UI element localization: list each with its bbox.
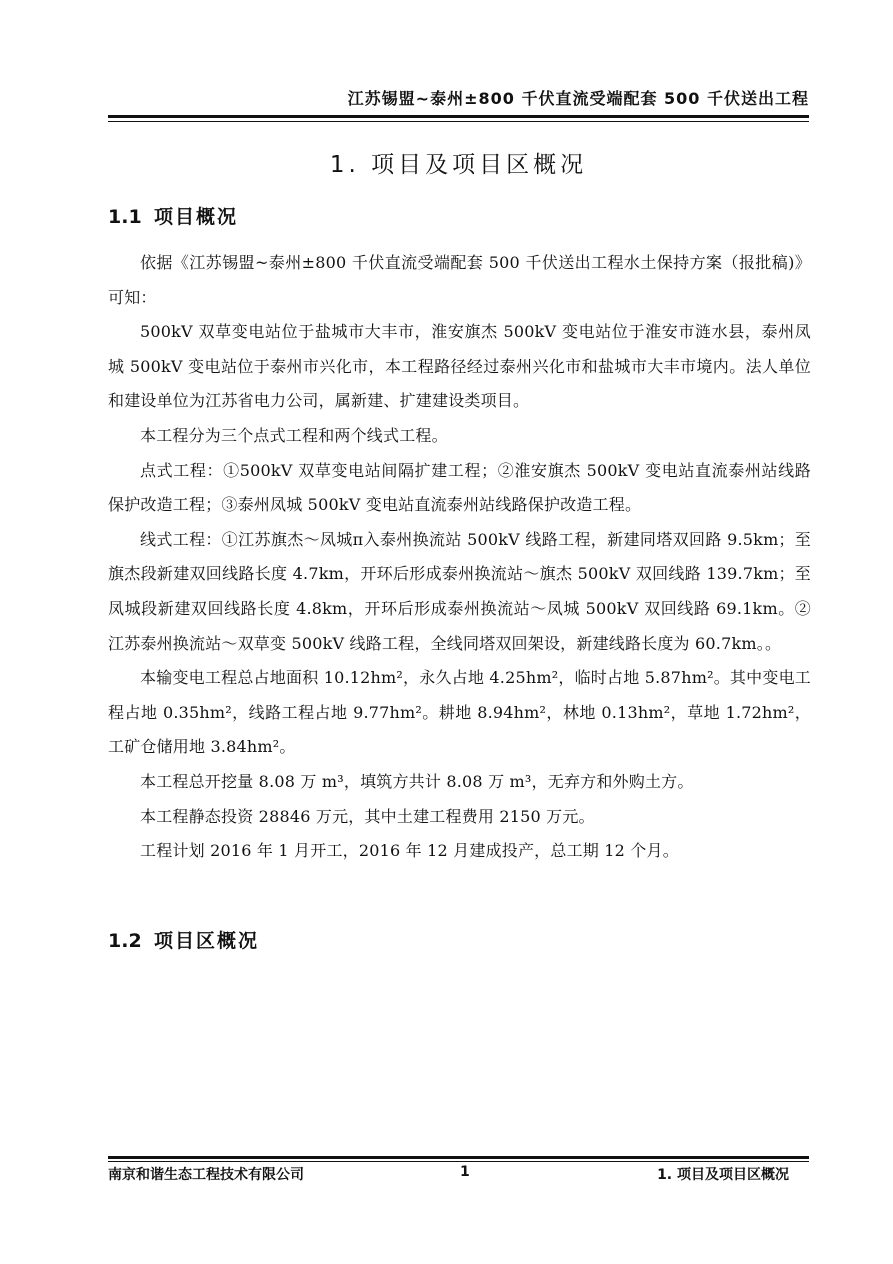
paragraph-composition: 本工程分为三个点式工程和两个线式工程。: [140, 425, 448, 445]
section-title: 项目区概况: [154, 930, 260, 952]
header-rule-thin: [108, 121, 809, 122]
header-rule-thick: [108, 115, 809, 118]
section-number: 1.1: [108, 206, 142, 228]
footer-chapter: 1. 项目及项目区概况: [657, 1167, 789, 1183]
paragraph-source: 依据《江苏锡盟~泰州±800 千伏直流受端配套 500 千伏送出工程水土保持方案（报批稿)》可知：: [108, 253, 811, 307]
paragraph-investment: 本工程静态投资 28846 万元，其中土建工程费用 2150 万元。: [140, 806, 595, 826]
page-header: 江苏锡盟~泰州±800 千伏直流受端配套 500 千伏送出工程: [347, 89, 809, 108]
paragraph-location: 500kV 双草变电站位于盐城市大丰市，淮安旗杰 500kV 变电站位于淮安市涟水县，泰州凤城 500kV 变电站位于泰州市兴化市，本工程路径经过泰州兴化市和盐城市大丰市境内。法人单位和建设单位为江苏省电力公司，属新建、扩建建设类项目。: [108, 322, 811, 411]
chapter-title: 1. 项目及项目区概况: [329, 152, 588, 178]
page-footer: [108, 1164, 809, 1184]
paragraph-line-works: 线式工程：①江苏旗杰～凤城π入泰州换流站 500kV 线路工程，新建同塔双回路 9.5km；至旗杰段新建双回线路长度 4.7km，开环后形成泰州换流站～旗杰 500kV 双回线路 139.7km；至凤城段新建双回线路长度 4.8km，开环后形成泰州换流站～凤城 500kV 双回线路 69.1km。②江苏泰州换流站～双草变 500kV 线路工程，全线同塔双回架设，新建线路长度为 60.7km。。: [108, 529, 811, 653]
footer-page-number: 1: [460, 1164, 470, 1180]
paragraph-earthwork: 本工程总开挖量 8.08 万 m³，填筑方共计 8.08 万 m³，无弃方和外购土方。: [140, 771, 694, 791]
section-title: 项目概况: [154, 206, 239, 228]
footer-rule-thick: [108, 1156, 809, 1159]
section-heading-1-1: [108, 202, 238, 229]
section-number: 1.2: [108, 930, 142, 952]
body-text: [108, 246, 811, 869]
paragraph-point-works: 点式工程：①500kV 双草变电站间隔扩建工程；②淮安旗杰 500kV 变电站直流泰州站线路保护改造工程；③泰州凤城 500kV 变电站直流泰州站线路保护改造工程。: [108, 460, 811, 515]
footer-company: 南京和谐生态工程技术有限公司: [108, 1167, 304, 1183]
section-heading-1-2: [108, 926, 259, 953]
footer-rule-thin: [108, 1161, 809, 1162]
paragraph-schedule: 工程计划 2016 年 1 月开工，2016 年 12 月建成投产，总工期 12 个月。: [140, 841, 679, 861]
paragraph-land-area: 本输变电工程总占地面积 10.12hm²，永久占地 4.25hm²，临时占地 5.87hm²。其中变电工程占地 0.35hm²，线路工程占地 9.77hm²。耕地 8.94hm²，林地 0.13hm²，草地 1.72hm²，工矿仓储用地 3.84hm²。: [108, 668, 811, 757]
